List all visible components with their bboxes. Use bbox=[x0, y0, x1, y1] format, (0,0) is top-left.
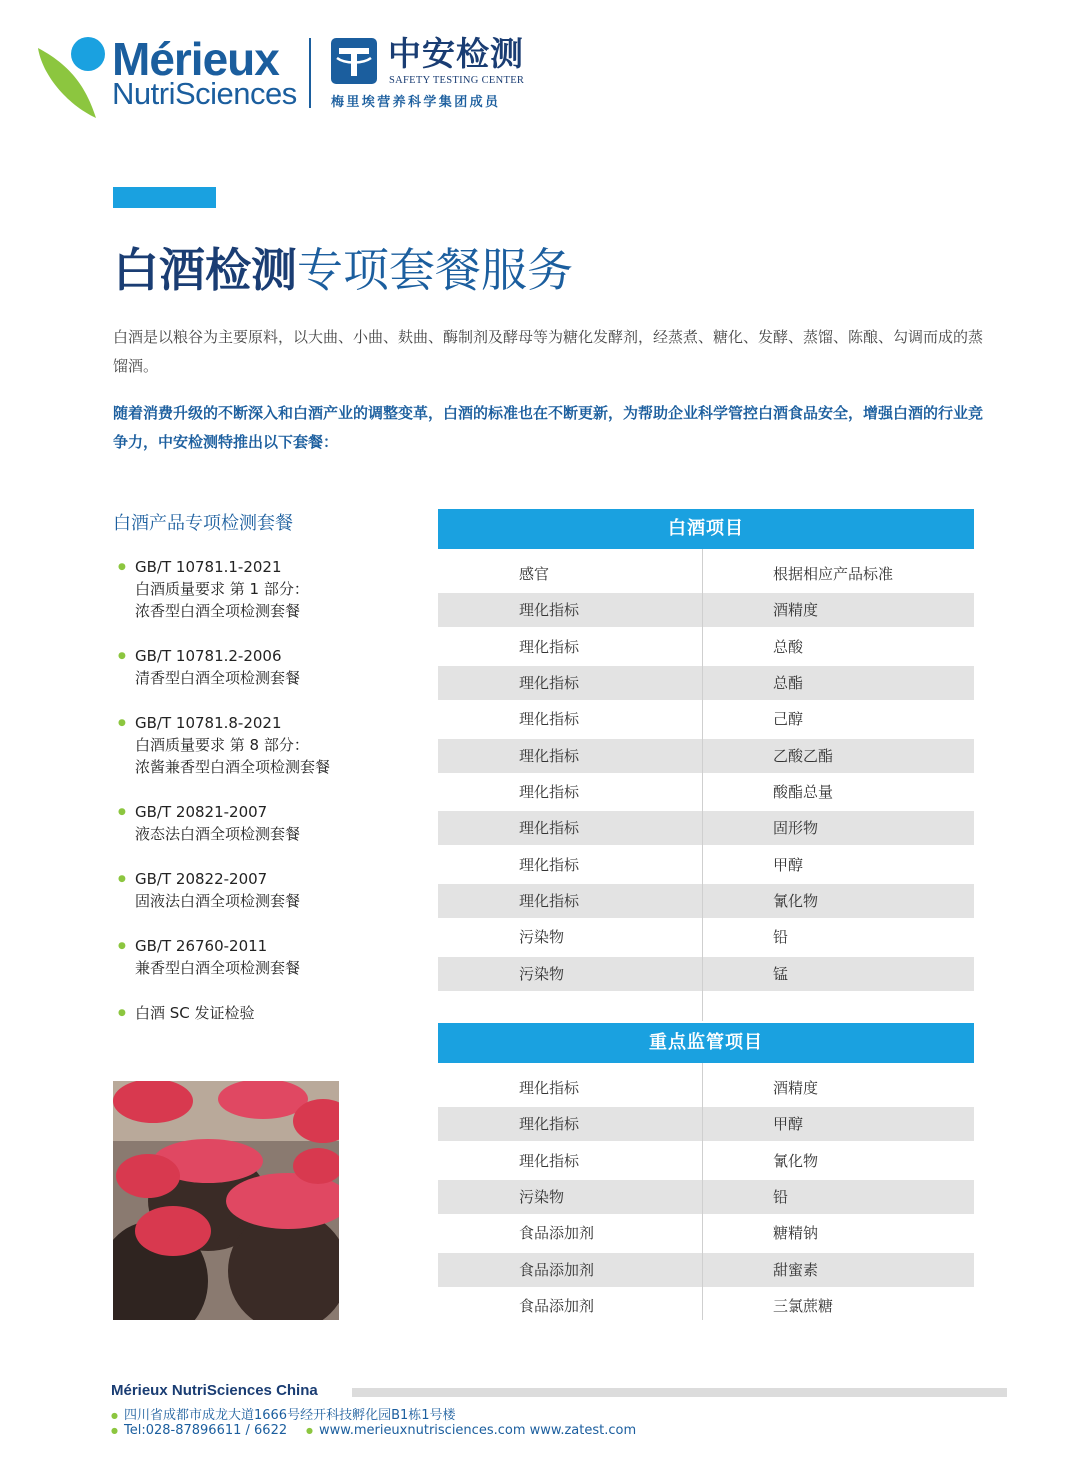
key-supervision-table bbox=[438, 1023, 974, 1325]
package-code: ● GB/T 26760-2011 bbox=[135, 937, 268, 955]
key-supervision-table-body bbox=[438, 1063, 974, 1323]
row-item: 甜蜜素 bbox=[773, 1260, 819, 1279]
package-desc: 白酒质量要求 第 8 部分： 浓酱兼香型白酒全项检测套餐 bbox=[135, 736, 331, 776]
row-item: 总酯 bbox=[773, 673, 804, 692]
zhongan-member-text: 梅里埃营养科学集团成员 bbox=[331, 95, 501, 110]
package-code: ● GB/T 10781.2-2006 bbox=[135, 647, 282, 665]
row-item: 总酸 bbox=[773, 637, 804, 656]
liquor-jars-photo bbox=[113, 1081, 339, 1320]
table-row bbox=[438, 1107, 974, 1141]
baijiu-items-table-header: 白酒项目 bbox=[438, 509, 974, 549]
package-code: ● GB/T 20822-2007 bbox=[135, 870, 268, 888]
title-accent-bar bbox=[113, 187, 216, 208]
zhongan-name-cn: 中安检测 bbox=[388, 34, 524, 73]
row-item: 甲醇 bbox=[773, 855, 804, 874]
row-category: 理化指标 bbox=[519, 1115, 580, 1134]
table-row bbox=[438, 811, 974, 845]
table-row bbox=[438, 848, 974, 882]
table-row bbox=[438, 1216, 974, 1250]
key-supervision-table-header: 重点监管项目 bbox=[438, 1023, 974, 1063]
row-item: 乙酸乙酯 bbox=[773, 746, 834, 765]
footer-address: ● 四川省成都市成龙大道1666号经开科技孵化园B1栋1号楼 bbox=[111, 1408, 456, 1423]
row-category: 理化指标 bbox=[519, 673, 580, 692]
row-item: 己醇 bbox=[773, 710, 804, 729]
package-item bbox=[118, 935, 418, 979]
bullet-dot-icon: ● bbox=[111, 1411, 118, 1420]
bullet-dot-icon: ● bbox=[111, 1426, 118, 1435]
package-code: ● GB/T 20821-2007 bbox=[135, 803, 268, 821]
row-category: 食品添加剂 bbox=[519, 1260, 595, 1279]
row-item: 糖精钠 bbox=[773, 1224, 819, 1243]
row-category: 污染物 bbox=[519, 964, 565, 983]
table-row bbox=[438, 593, 974, 627]
table-row bbox=[438, 630, 974, 664]
package-code: ● 白酒 SC 发证检验 bbox=[135, 1004, 255, 1022]
row-item: 氰化物 bbox=[773, 891, 819, 910]
row-item: 铅 bbox=[773, 1187, 789, 1206]
table-row bbox=[438, 557, 974, 591]
row-item: 酸酯总量 bbox=[773, 782, 834, 801]
footer-company: Mérieux NutriSciences China bbox=[111, 1382, 318, 1399]
package-item bbox=[118, 712, 418, 778]
package-desc: 兼香型白酒全项检测套餐 bbox=[135, 959, 301, 977]
table-row bbox=[438, 1289, 974, 1323]
intro-highlight-paragraph: 随着消费升级的不断深入和白酒产业的调整变革，白酒的标准也在不断更新，为帮助企业科学管控白酒食品安全，增强白酒的行业竞争力，中安检测特推出以下套餐： bbox=[113, 404, 984, 451]
brand-sub: NutriSciences bbox=[112, 76, 297, 111]
packages-heading: 白酒产品专项检测套餐 bbox=[113, 513, 293, 534]
page-title-light: 专项套餐服务 bbox=[297, 243, 573, 297]
zhongan-name-en: SAFETY TESTING CENTER bbox=[389, 75, 525, 86]
row-item: 锰 bbox=[773, 964, 789, 983]
row-category: 理化指标 bbox=[519, 855, 580, 874]
package-desc: 固液法白酒全项检测套餐 bbox=[135, 892, 301, 910]
bullet-dot-icon: ● bbox=[306, 1426, 313, 1435]
table-row bbox=[438, 739, 974, 773]
package-desc: 液态法白酒全项检测套餐 bbox=[135, 825, 301, 843]
brand-name: Mérieux bbox=[112, 33, 279, 85]
table-row bbox=[438, 1144, 974, 1178]
table-row bbox=[438, 920, 974, 954]
footer-website[interactable]: ● www.merieuxnutrisciences.com www.zatest.com bbox=[306, 1423, 637, 1438]
row-category: 污染物 bbox=[519, 1187, 565, 1206]
table1-divider bbox=[702, 549, 703, 1021]
footer-rule bbox=[352, 1388, 1007, 1397]
row-category: 理化指标 bbox=[519, 601, 580, 620]
row-category: 污染物 bbox=[519, 928, 565, 947]
table-row bbox=[438, 775, 974, 809]
package-item bbox=[118, 645, 418, 689]
row-item: 三氯蔗糖 bbox=[773, 1296, 834, 1315]
page-title-strong: 白酒检测 bbox=[113, 243, 297, 297]
package-desc: 清香型白酒全项检测套餐 bbox=[135, 669, 301, 687]
table-row bbox=[438, 957, 974, 991]
row-category: 食品添加剂 bbox=[519, 1296, 595, 1315]
baijiu-items-table bbox=[438, 509, 974, 993]
table-row bbox=[438, 1180, 974, 1214]
row-category: 理化指标 bbox=[519, 819, 580, 838]
package-item bbox=[118, 1002, 418, 1024]
zhongan-emblem-icon bbox=[331, 38, 377, 84]
row-category: 理化指标 bbox=[519, 637, 580, 656]
table-row bbox=[438, 666, 974, 700]
row-category: 理化指标 bbox=[519, 782, 580, 801]
baijiu-items-table-body bbox=[438, 549, 974, 991]
table2-divider bbox=[702, 1063, 703, 1320]
package-item bbox=[118, 868, 418, 912]
table-row bbox=[438, 702, 974, 736]
row-item: 根据相应产品标准 bbox=[773, 565, 894, 583]
row-category: 感官 bbox=[519, 565, 550, 583]
table-row bbox=[438, 884, 974, 918]
logo-divider bbox=[309, 38, 311, 108]
row-item: 固形物 bbox=[773, 819, 819, 838]
package-item bbox=[118, 556, 418, 622]
package-item bbox=[118, 801, 418, 845]
footer-tel: ● Tel:028-87896611 / 6622 bbox=[111, 1423, 288, 1438]
row-category: 理化指标 bbox=[519, 710, 580, 729]
package-list bbox=[118, 556, 418, 1047]
table-row bbox=[438, 1253, 974, 1287]
row-item: 氰化物 bbox=[773, 1151, 819, 1170]
row-category: 理化指标 bbox=[519, 1079, 580, 1097]
intro-paragraph: 白酒是以粮谷为主要原料，以大曲、小曲、麸曲、酶制剂及酵母等为糖化发酵剂，经蒸煮、糖化、发酵、蒸馏、陈酿、勾调而成的蒸馏酒。 bbox=[113, 328, 984, 375]
page-title bbox=[113, 240, 573, 300]
row-item: 酒精度 bbox=[773, 601, 819, 620]
row-item: 酒精度 bbox=[773, 1079, 819, 1097]
table-row bbox=[438, 1071, 974, 1105]
row-category: 理化指标 bbox=[519, 746, 580, 765]
row-category: 理化指标 bbox=[519, 1151, 580, 1170]
row-item: 甲醇 bbox=[773, 1115, 804, 1134]
package-code: ● GB/T 10781.8-2021 bbox=[135, 714, 282, 732]
package-code: ● GB/T 10781.1-2021 bbox=[135, 558, 282, 576]
row-category: 理化指标 bbox=[519, 891, 580, 910]
row-category: 食品添加剂 bbox=[519, 1224, 595, 1243]
package-desc: 白酒质量要求 第 1 部分： 浓香型白酒全项检测套餐 bbox=[135, 580, 309, 620]
row-item: 铅 bbox=[773, 928, 789, 947]
